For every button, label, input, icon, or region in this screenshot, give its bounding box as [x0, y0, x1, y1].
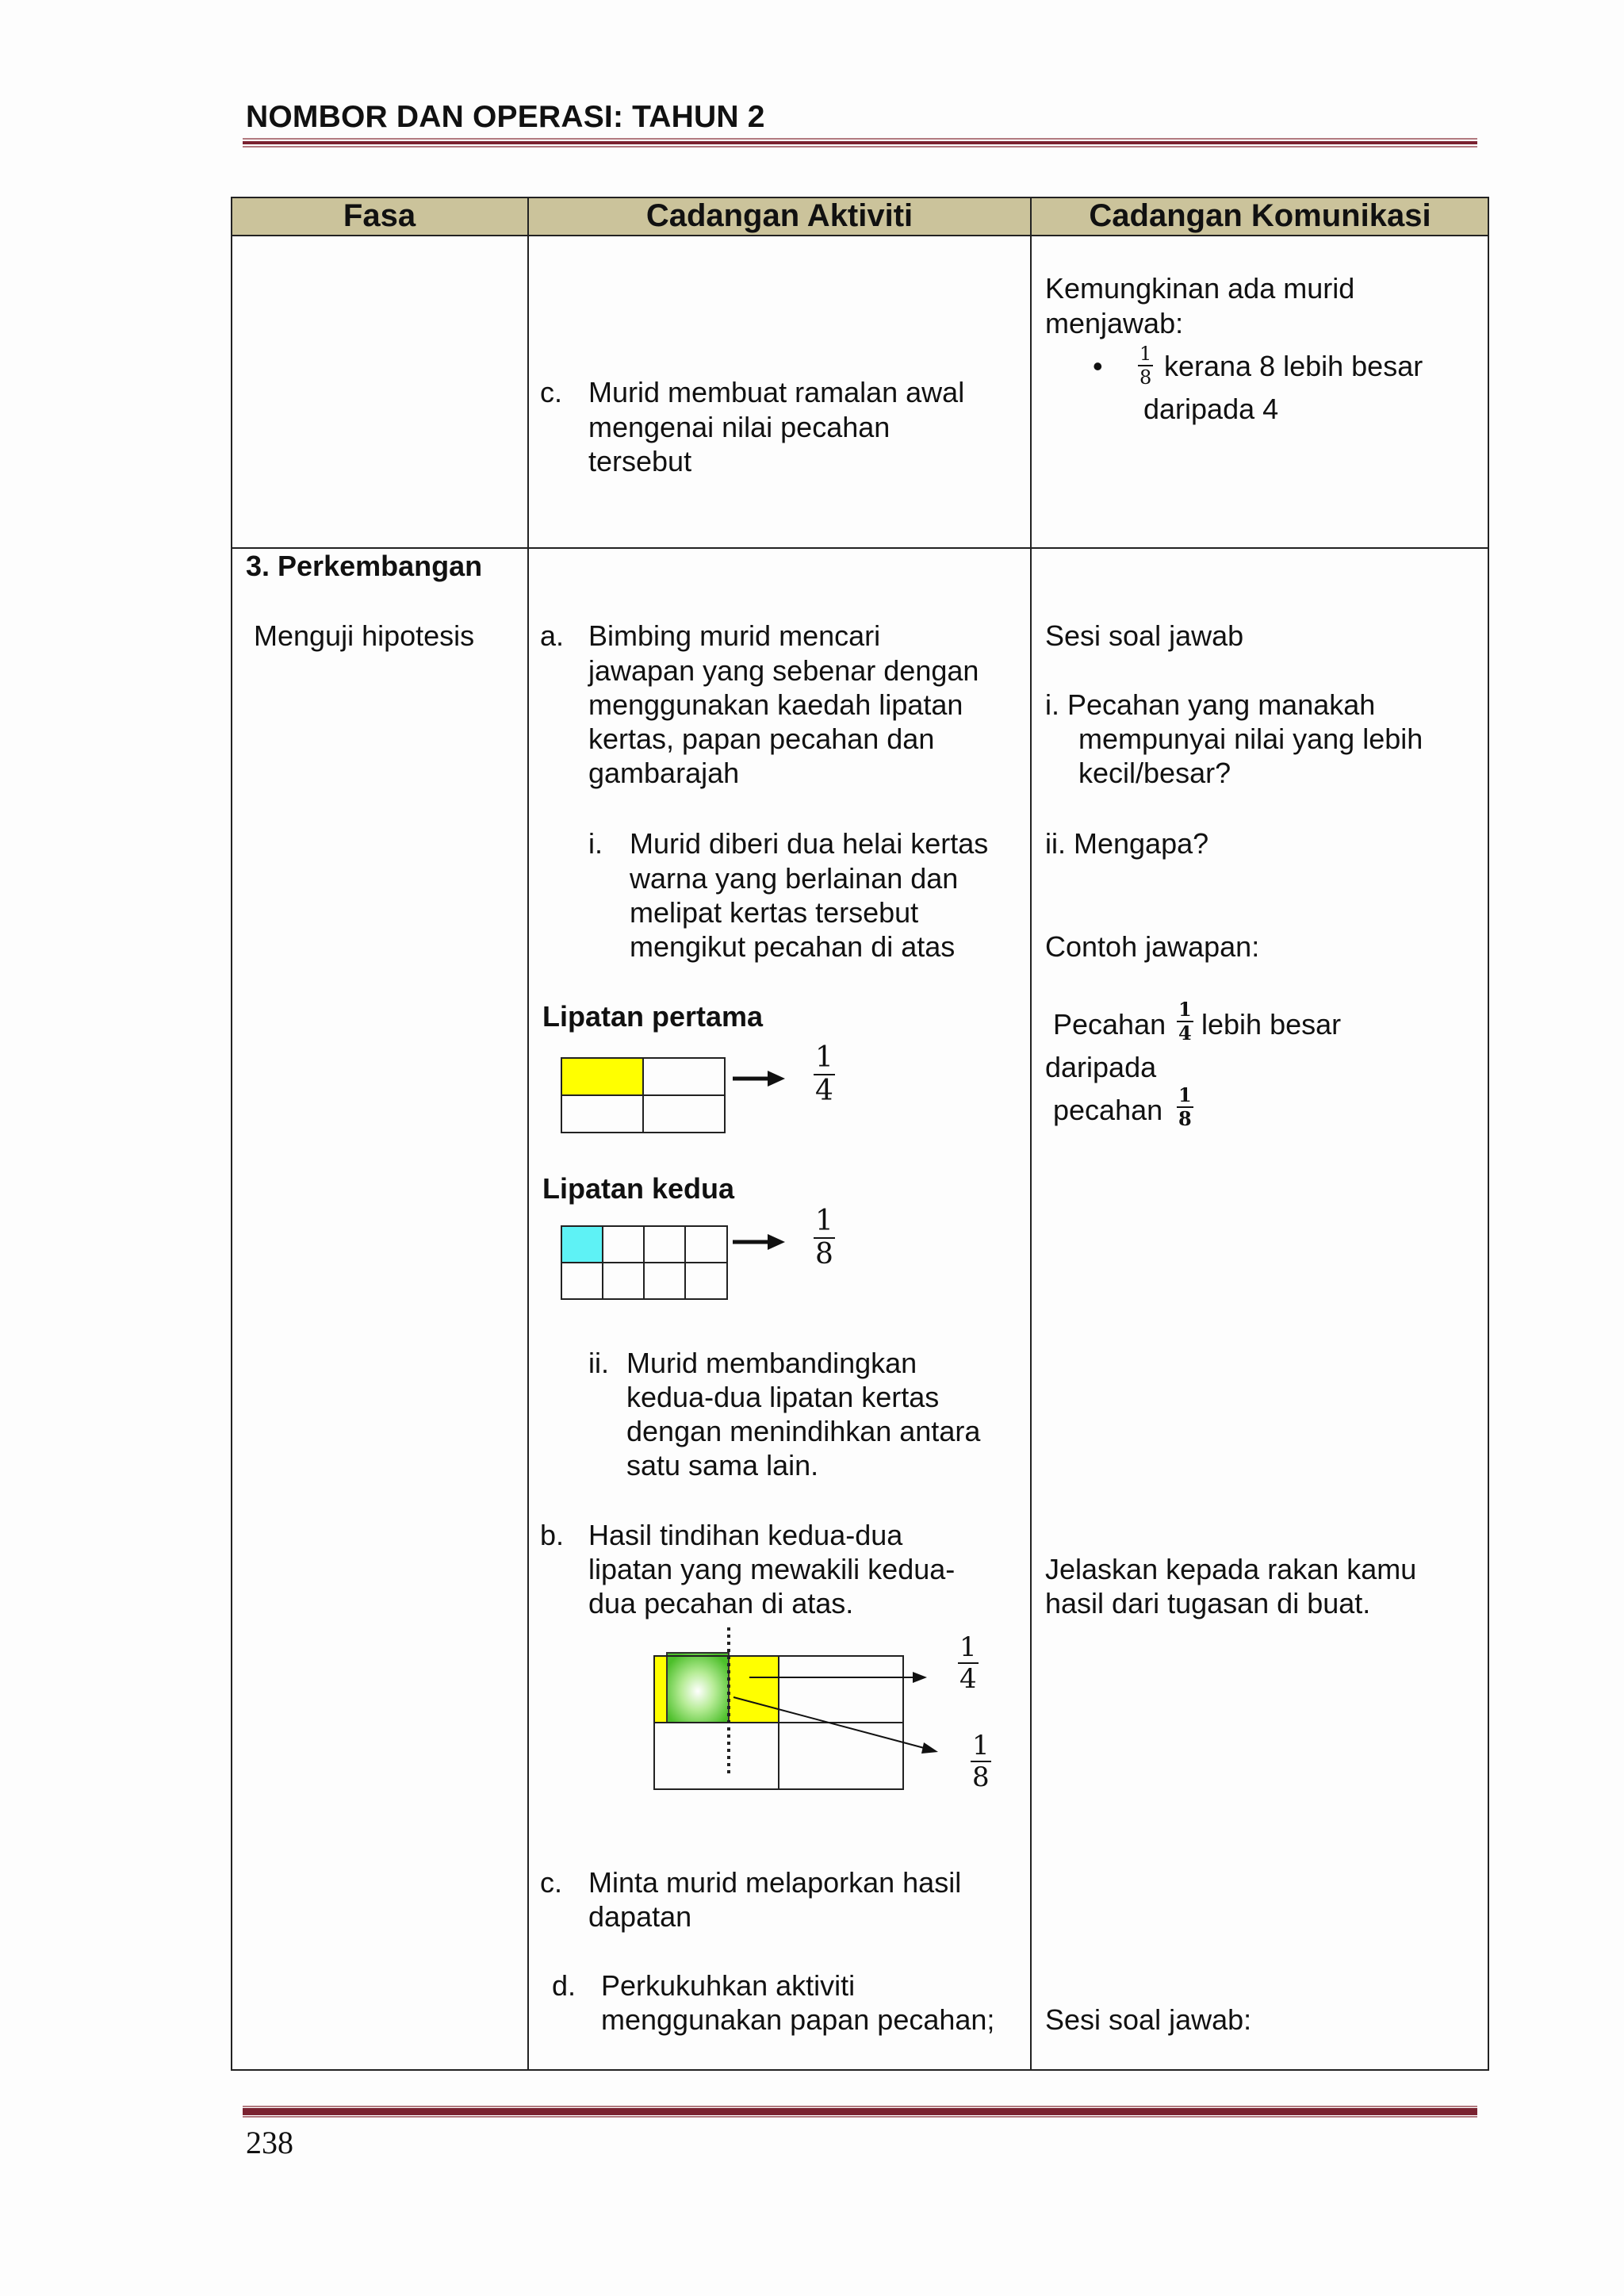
overlay-fraction-quarter — [958, 1631, 979, 1695]
fraction-denominator: 8 — [1139, 366, 1152, 389]
activity-d-line: menggunakan papan pecahan; — [601, 2003, 995, 2036]
overlay-diagram — [646, 1618, 948, 1800]
fraction-one-quarter — [1177, 1000, 1193, 1043]
activity-b-marker: b. — [540, 1519, 565, 1551]
comm-text: daripada — [1045, 1051, 1157, 1083]
fraction-numerator: 1 — [1178, 998, 1192, 1021]
activity-a-line: kertas, papan pecahan dan — [588, 723, 935, 755]
comm-text: mempunyai nilai yang lebih — [1078, 723, 1423, 755]
activity-b-line: dua pecahan di atas. — [588, 1587, 854, 1619]
activity-a-line: Bimbing murid mencari — [588, 619, 881, 652]
fraction-denominator: 4 — [815, 1075, 833, 1107]
phase-subtitle: Menguji hipotesis — [254, 619, 475, 652]
column-header-komunikasi: Cadangan Komunikasi — [1089, 198, 1431, 233]
table-border — [527, 197, 529, 2071]
comm-text: lebih besar — [1201, 1008, 1342, 1041]
fraction-numerator: 1 — [815, 1041, 833, 1074]
fraction-denominator: 8 — [815, 1238, 833, 1271]
overlay-fraction-eighth — [971, 1732, 991, 1791]
activity-d-marker: d. — [552, 1969, 576, 2002]
table-border — [231, 197, 232, 2071]
fold-1-diagram — [555, 1047, 737, 1134]
fold-2-diagram — [555, 1217, 737, 1305]
activity-ai-line: Murid diberi dua helai kertas — [630, 827, 989, 860]
activity-b-line: Hasil tindihan kedua-dua — [588, 1519, 903, 1551]
page-number: 238 — [246, 2125, 293, 2160]
comm-text: hasil dari tugasan di buat. — [1045, 1587, 1371, 1619]
comm-text: daripada 4 — [1143, 393, 1279, 425]
activity-aii-line: satu sama lain. — [626, 1449, 819, 1481]
activity-c-marker: c. — [540, 376, 563, 408]
table-border — [231, 2069, 1489, 2071]
comm-text: menjawab: — [1045, 307, 1184, 339]
activity-a-line: gambarajah — [588, 757, 740, 789]
fraction-denominator: 4 — [1178, 1022, 1192, 1045]
fraction-numerator: 1 — [972, 1730, 990, 1761]
footer-rule-thin-2 — [243, 2116, 1477, 2118]
fraction-one-eighth — [1177, 1083, 1193, 1130]
activity-d-line: Perkukuhkan aktiviti — [601, 1969, 856, 2002]
activity-aii-line: kedua-dua lipatan kertas — [626, 1381, 940, 1413]
activity-aii-marker: ii. — [588, 1347, 609, 1379]
fraction-one-eighth — [1138, 344, 1153, 387]
fraction-one-eighth — [814, 1207, 835, 1269]
activity-a-line: jawapan yang sebenar dengan — [588, 654, 979, 687]
activity-a-marker: a. — [540, 619, 565, 652]
activity-ai-marker: i. — [588, 827, 603, 860]
activity-c-line: mengenai nilai pecahan — [588, 411, 891, 443]
comm-text: Sesi soal jawab: — [1045, 2003, 1252, 2036]
activity-b-line: lipatan yang mewakili kedua- — [588, 1553, 956, 1585]
comm-text: i. Pecahan yang manakah — [1045, 688, 1376, 721]
table-border — [1030, 197, 1032, 2071]
activity-c-line: Murid membuat ramalan awal — [588, 376, 965, 408]
column-header-aktiviti: Cadangan Aktiviti — [645, 198, 914, 233]
arrow-right-icon — [731, 1067, 787, 1091]
fold-1-label: Lipatan pertama — [542, 1000, 764, 1033]
bullet-icon: • — [1093, 350, 1103, 382]
footer-rule — [243, 2108, 1477, 2115]
table-border — [1488, 197, 1489, 2071]
comm-text: Jelaskan kepada rakan kamu — [1045, 1553, 1417, 1585]
document-header-title: NOMBOR DAN OPERASI: TAHUN 2 — [246, 100, 765, 134]
comm-text: Contoh jawapan: — [1045, 930, 1260, 963]
column-header-fasa: Fasa — [343, 198, 416, 233]
comm-text: Sesi soal jawab — [1045, 619, 1244, 652]
activity-ai-line: mengikut pecahan di atas — [630, 930, 956, 963]
fraction-denominator: 8 — [972, 1761, 990, 1793]
phase-title: 3. Perkembangan — [246, 550, 483, 582]
fraction-numerator: 1 — [1139, 343, 1152, 365]
activity-ai-line: melipat kertas tersebut — [630, 896, 919, 929]
fraction-numerator: 1 — [815, 1205, 833, 1237]
comm-text: pecahan — [1053, 1094, 1163, 1126]
activity-aii-line: Murid membandingkan — [626, 1347, 917, 1379]
comm-text: Kemungkinan ada murid — [1045, 272, 1355, 305]
footer-rule-thin — [243, 2106, 1477, 2107]
fold-2-label: Lipatan kedua — [542, 1172, 735, 1205]
comm-text: Pecahan — [1053, 1008, 1166, 1041]
activity-ai-line: warna yang berlainan dan — [630, 862, 959, 895]
fraction-one-quarter — [814, 1041, 835, 1107]
fraction-numerator: 1 — [959, 1631, 977, 1663]
shaded-eighth — [561, 1226, 603, 1263]
activity-aii-line: dengan menindihkan antara — [626, 1415, 981, 1447]
comm-text: kecil/besar? — [1078, 757, 1231, 789]
activity-c2-line: Minta murid melaporkan hasil — [588, 1866, 962, 1899]
arrow-right-icon — [731, 1230, 787, 1254]
comm-text: ii. Mengapa? — [1045, 827, 1209, 860]
fraction-denominator: 4 — [959, 1663, 977, 1695]
activity-a-line: menggunakan kaedah lipatan — [588, 688, 963, 721]
activity-c2-line: dapatan — [588, 1900, 692, 1933]
table-border — [231, 235, 1489, 236]
table-border — [231, 197, 1489, 198]
comm-text: kerana 8 lebih besar — [1164, 350, 1423, 382]
shaded-quarter — [561, 1058, 642, 1095]
activity-c-line: tersebut — [588, 445, 692, 477]
shaded-eighth — [667, 1653, 729, 1723]
fraction-numerator: 1 — [1178, 1083, 1192, 1106]
activity-c2-marker: c. — [540, 1866, 563, 1899]
fraction-denominator: 8 — [1178, 1107, 1192, 1130]
